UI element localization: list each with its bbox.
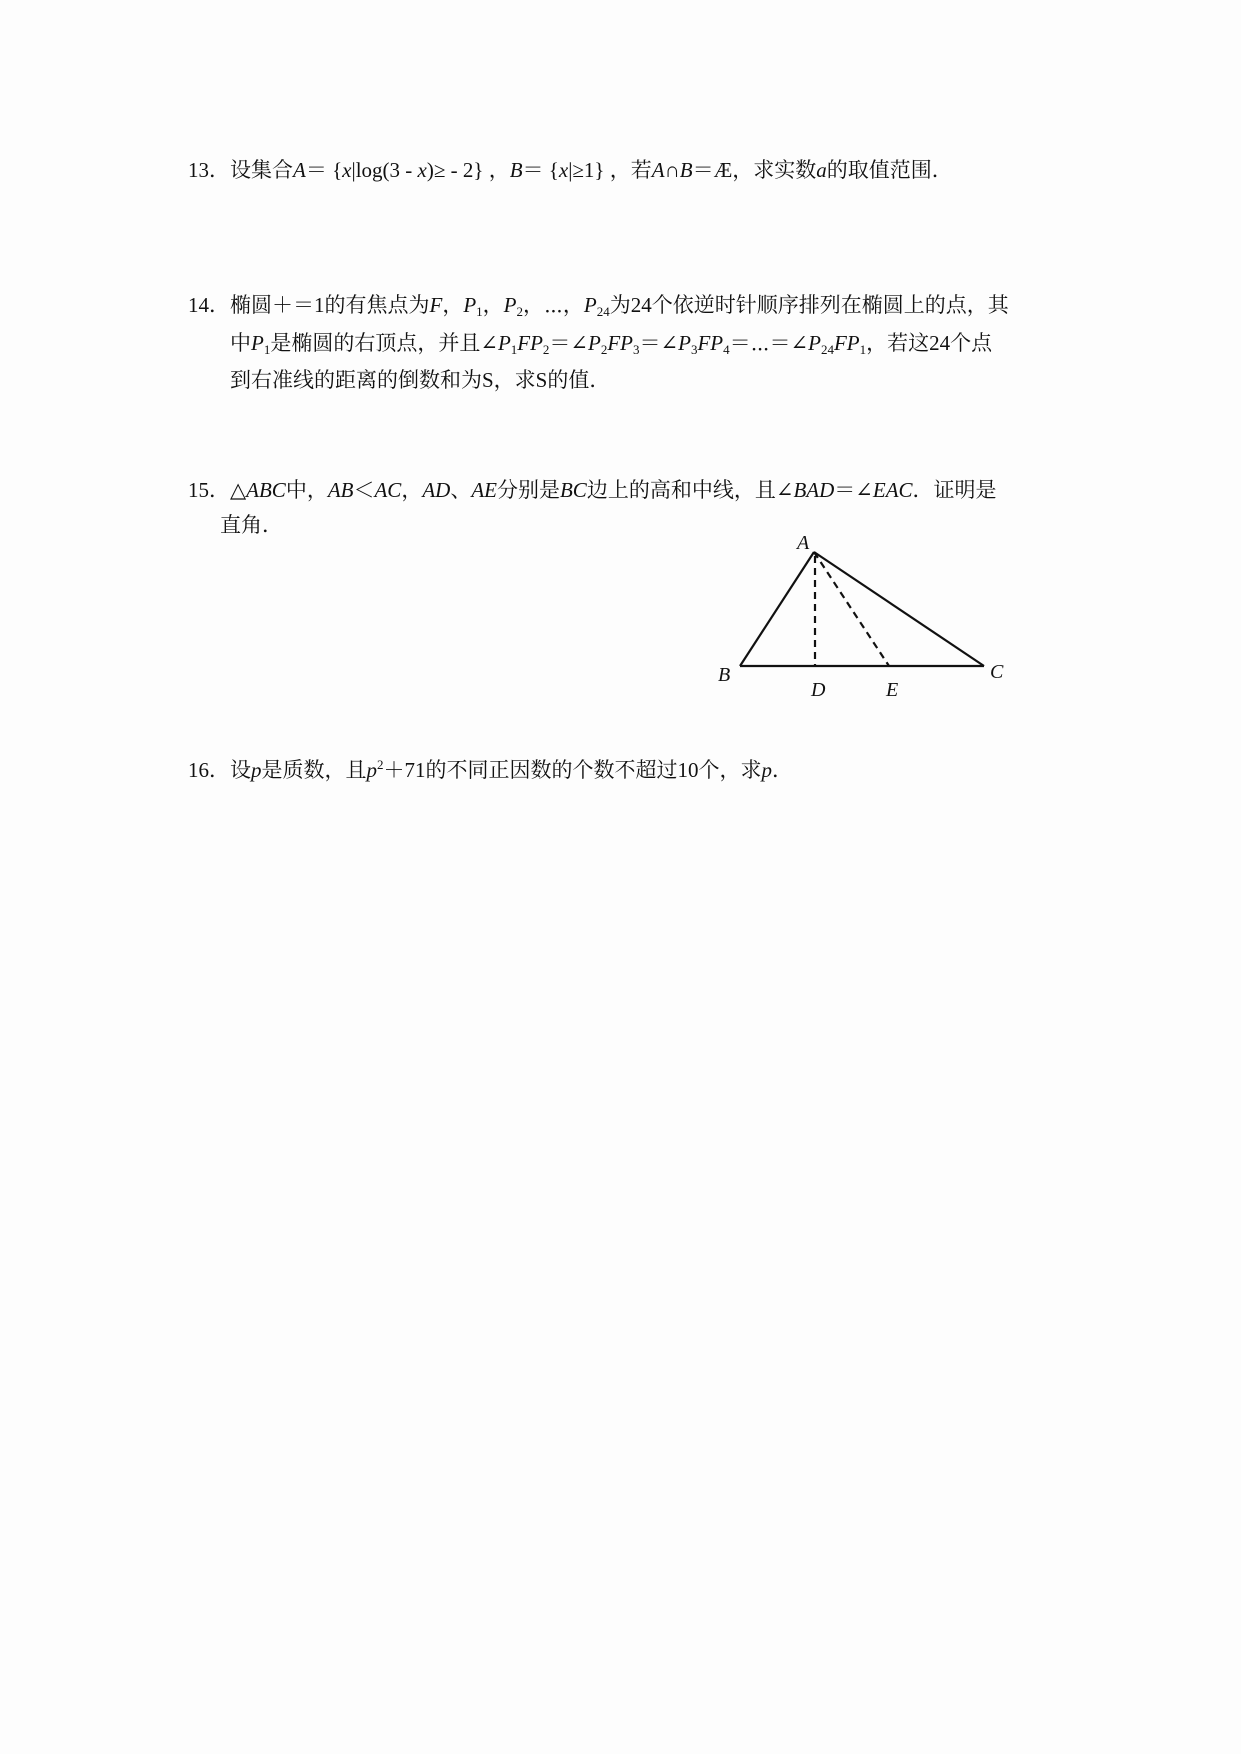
label-b: B [718,664,731,686]
label-a: A [797,532,810,554]
label-e: E [886,679,899,701]
side-ac [814,552,984,666]
question-line: 直角． [220,513,283,537]
label-d: D [811,679,826,701]
question-line: 13．设集合A＝ {x|log(3 - x)≥ - 2} ，B＝ {x|≥1} ，若A∩B＝Æ，求实数a的取值范围． [188,158,953,182]
question-number: 13． [188,158,230,182]
question-line: 中$P_1$是椭圆的右顶点，并且$\angle P_1FP_2=\angle P_2FP_3=\angle P_3FP_4=\cdots=\angle P_{24}FP_1$，若这24个点 [230,331,993,357]
question-number: 14． [188,293,230,317]
side-ab [740,552,814,666]
label-c: C [990,661,1004,683]
question-number: 16． [188,758,230,782]
question-line: 到右准线的距离的倒数和为S，求S的值． [230,368,611,392]
question-line: 16．设p是质数，且$p^2+71$的不同正因数的个数不超过10个，求p． [188,757,793,782]
question-line: 14．椭圆＋＝1的有焦点为F，$P_1$，$P_2$，⋯，$P_{24}$为24个依逆时针顺序排列在椭圆上的点，其 [188,293,1009,319]
question-line: 15．△ABC中，AB＜AC，AD、AE分别是BC边上的高和中线，且∠BAD＝∠EAC．证明是 [188,478,997,502]
median-ae [814,552,889,666]
question-number: 15． [188,478,230,502]
